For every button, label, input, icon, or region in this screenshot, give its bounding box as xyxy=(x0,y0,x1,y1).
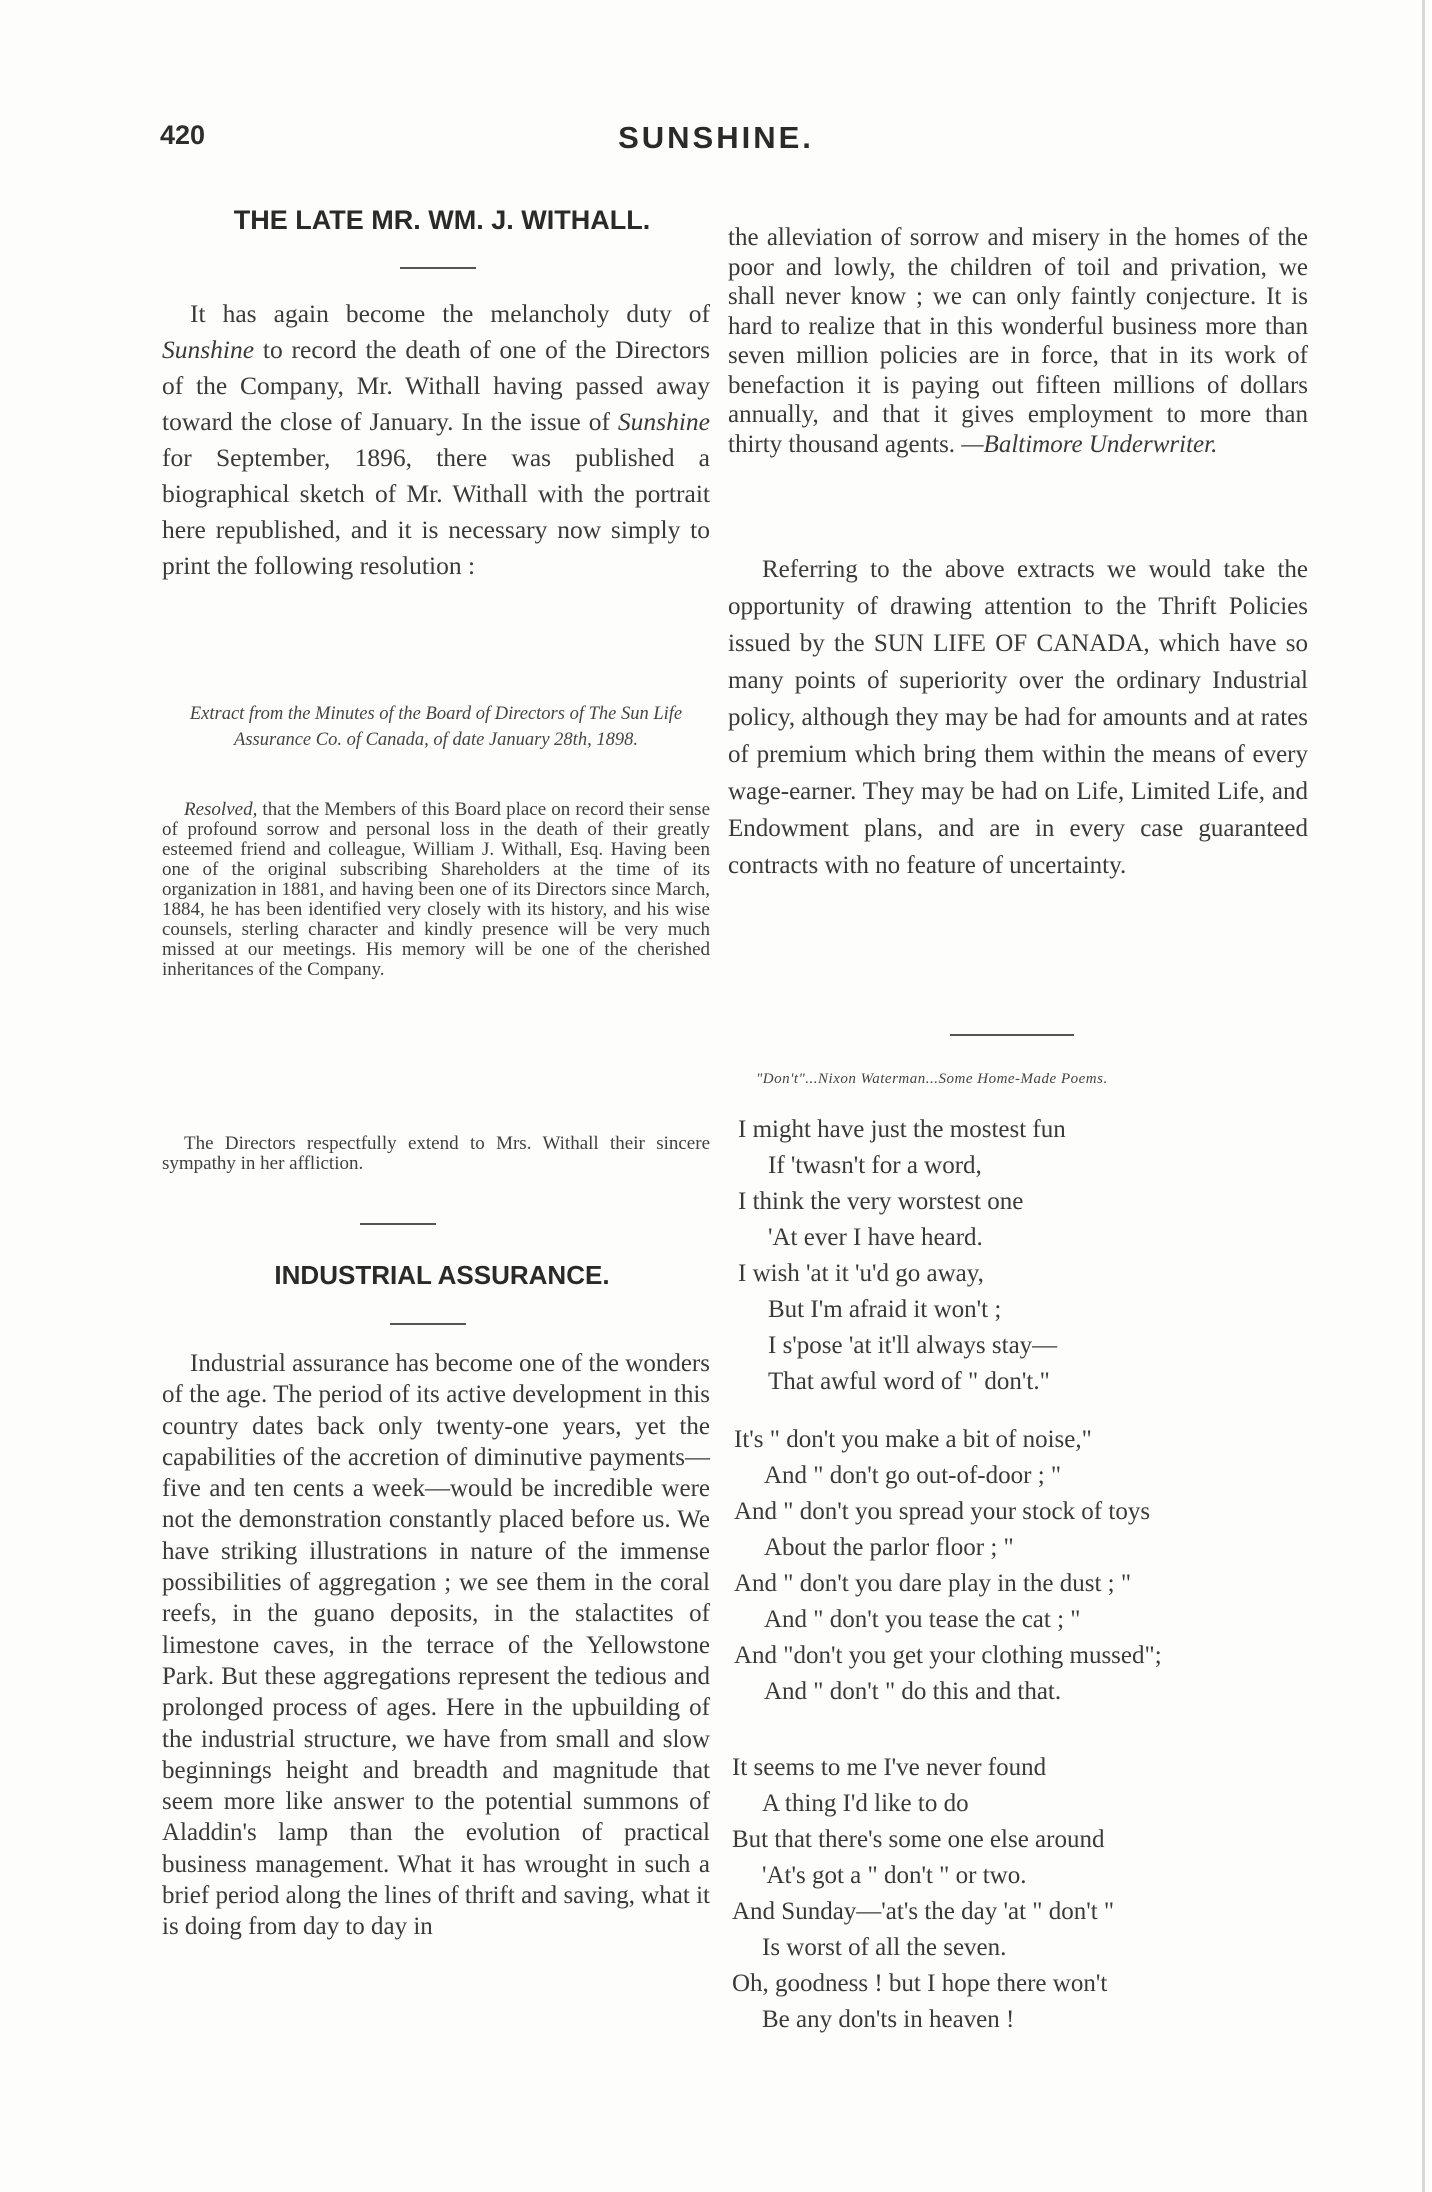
poem-line: I think the very worstest one xyxy=(738,1188,1024,1215)
poem-title: "Don't"...Nixon Waterman...Some Home-Made Poems. xyxy=(756,1071,1108,1087)
extract-title: Extract from the Minutes of the Board of Directors of The Sun Life Assurance Co. of Canada, of date January 28th, 1898. xyxy=(189,704,683,750)
article-title-industrial: INDUSTRIAL ASSURANCE. xyxy=(274,1260,610,1290)
poem-line: I wish 'at it 'u'd go away, xyxy=(738,1260,984,1287)
page-number: 420 xyxy=(160,120,206,150)
attribution: —Baltimore Underwriter. xyxy=(961,430,1218,458)
resolution: Resolved, that the Members of this Board place on record their sense of profound sorrow and personal loss in the death of their greatly esteemed friend and colleague, William J. Withall, Esq. Having been one of the original subscribing Shareholders at the time of its organization in 1881, and having been one of its Directors since March, 1884, he has been identified very closely with its history, and his wise counsels, sterling character and kindly presence will be very much missed at our meetings. His memory will be one of the cherished inheritances of the Company. xyxy=(162,799,711,980)
poem-line: Oh, goodness ! but I hope there won't xyxy=(732,1970,1108,1997)
thrift-policies-note: Referring to the above extracts we would take the opportunity of drawing attention to the Thrift Policies issued by the SUN LIFE OF CANADA, which have so many points of superiority over the ordinary Industrial policy, although they may be had for amounts and at rates of premium which bring them within the means of every wage-earner. They may be had on Life, Limited Life, and Endowment plans, and are in every case guaranteed contracts with no feature of uncertainty. xyxy=(728,556,1308,879)
divider xyxy=(400,267,476,269)
poem-line: I s'pose 'at it'll always stay— xyxy=(768,1332,1058,1359)
poem-line: And " don't you spread your stock of toys xyxy=(734,1498,1151,1525)
poem-line: 'At's got a " don't " or two. xyxy=(762,1862,1027,1889)
industrial-assurance-body: Industrial assurance has become one of the wonders of the age. The period of its active development in this country dates back only twenty-one years, yet the capabilities of the accretion of diminutive payments—five and ten cents a week—would be incredible were not the demonstration constantly placed before us. We have striking illustrations in nature of the immense possibilities of aggregation ; we see them in the coral reefs, in the guano deposits, in the stalactites of limestone caves, in the terrace of the Yellowstone Park. But these aggregations represent the tedious and prolonged process of ages. Here in the upbuilding of the industrial structure, we have from small and slow beginnings height and breadth and magnitude that seem more like answer to the potential summons of Aladdin's lamp than the evolution of practical business management. What it has wrought in such a brief period along the lines of thrift and saving, what it is doing from day to day in xyxy=(162,1350,710,1941)
poem-line: And "don't you get your clothing mussed"; xyxy=(734,1642,1162,1669)
divider xyxy=(390,1323,466,1325)
poem-line: A thing I'd like to do xyxy=(762,1790,969,1817)
poem-line: I might have just the mostest fun xyxy=(738,1116,1066,1143)
poem-line: It seems to me I've never found xyxy=(732,1754,1047,1781)
poem-line: But I'm afraid it won't ; xyxy=(768,1296,1002,1323)
poem-line: And " don't " do this and that. xyxy=(764,1678,1062,1705)
poem-line: But that there's some one else around xyxy=(732,1826,1105,1853)
continuation-text: the alleviation of sorrow and misery in the homes of the poor and lowly, the children of toil and privation, we shall never know ; we can only faintly conjecture. It is hard to realize that in this wonderful business more than seven million policies are in force, that in its work of benefaction it is paying out fifteen millions of dollars annually, and that it gives employment to more than thirty thousand agents. —Baltimore Underwriter. xyxy=(728,224,1308,458)
sympathy-note: The Directors respectfully extend to Mrs. Withall their sincere sympathy in her affliction. xyxy=(162,1133,710,1174)
poem-line: 'At ever I have heard. xyxy=(768,1224,983,1251)
poem-line: That awful word of " don't." xyxy=(768,1368,1050,1395)
divider xyxy=(950,1034,1074,1036)
running-head: SUNSHINE. xyxy=(618,120,814,155)
poem-line: About the parlor floor ; " xyxy=(764,1534,1014,1561)
article-title-withall: THE LATE MR. WM. J. WITHALL. xyxy=(233,205,651,235)
poem-line: Is worst of all the seven. xyxy=(762,1934,1007,1961)
poem-line: And Sunday—'at's the day 'at " don't " xyxy=(732,1898,1115,1925)
poem-line: And " don't you tease the cat ; " xyxy=(764,1606,1081,1633)
divider xyxy=(360,1223,436,1225)
poem-line: And " don't you dare play in the dust ; " xyxy=(734,1570,1132,1597)
poem-line: It's " don't you make a bit of noise," xyxy=(734,1426,1092,1453)
poem-line: If 'twasn't for a word, xyxy=(768,1152,982,1179)
poem-line: And " don't go out-of-door ; " xyxy=(764,1462,1062,1489)
page-edge xyxy=(1422,0,1425,2192)
withall-intro: It has again become the melancholy duty of Sunshine to record the death of one of the Directors of the Company, Mr. Withall having passed away toward the close of January. In the issue of Sunshine for September, 1896, there was published a biographical sketch of Mr. Withall with the portrait here republished, and it is necessary now simply to print the following resolution : xyxy=(162,299,710,580)
poem-line: Be any don'ts in heaven ! xyxy=(762,2006,1015,2033)
